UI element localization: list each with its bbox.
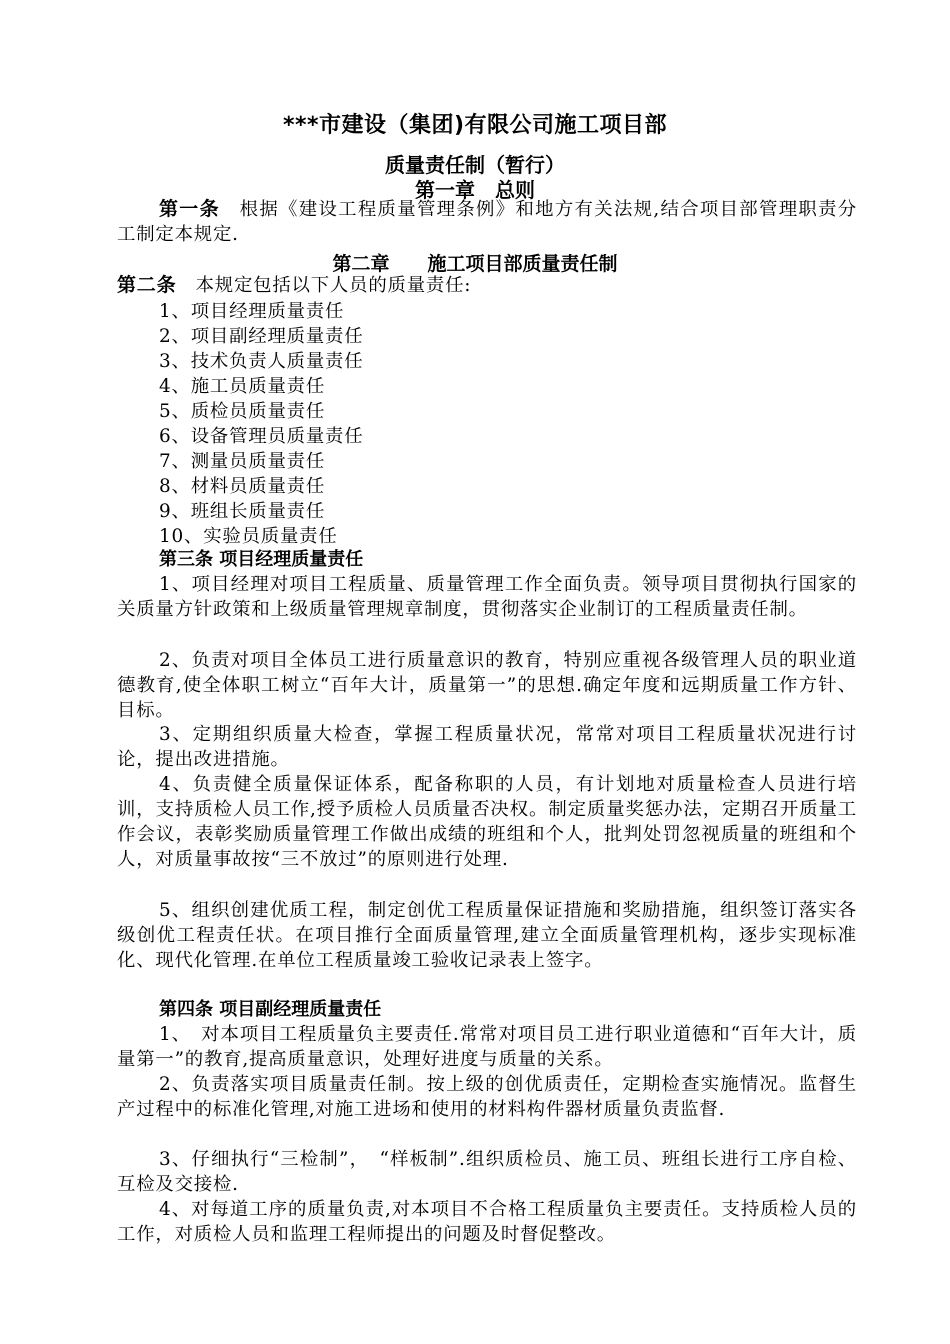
article-2-text: 本规定包括以下人员的质量责任:	[176, 275, 472, 296]
list-item: 4、施工员质量责任	[159, 376, 326, 397]
chapter-1-title: 第一章 总则	[415, 178, 535, 202]
chapter-2-title: 第二章 施工项目部质量责任制	[332, 253, 618, 275]
article-2	[117, 273, 857, 298]
list-item: 2、项目副经理质量责任	[159, 326, 364, 347]
document-title: ***市建设（集团)有限公司施工项目部	[282, 113, 668, 138]
list-item: 8、材料员质量责任	[159, 476, 326, 497]
list-item: 10、实验员质量责任	[159, 526, 338, 547]
list-item: 1、项目经理质量责任	[159, 301, 345, 322]
list-item: 7、测量员质量责任	[159, 451, 326, 472]
article-3-item-5: 5、组织创建优质工程，制定创优工程质量保证措施和奖励措施，组织签订落实各级创优工程责任状。在项目推行全面质量管理,建立全面质量管理机构，逐步实现标准化、现代化管理.在单位工程质量竣工验收记录表上签字。	[117, 900, 857, 971]
role-list	[159, 299, 363, 549]
article-3-item-4: 4、负责健全质量保证体系，配备称职的人员，有计划地对质量检查人员进行培训，支持质检人员工作,授予质检人员质量否决权。制定质量奖惩办法，定期召开质量工作会议，表彰奖励质量管理工作做出成绩的班组和个人，批判处罚忽视质量的班组和个人，对质量事故按“三不放过”的原则进行处理.	[117, 774, 857, 870]
article-1	[117, 197, 857, 247]
article-4-item-4: 4、对每道工序的质量负责,对本项目不合格工程质量负主要责任。支持质检人员的工作，对质检人员和监理工程师提出的问题及时督促整改。	[117, 1199, 857, 1245]
article-4-item-3: 3、仔细执行“三检制”， “样板制”.组织质检员、施工员、班组长进行工序自检、互检及交接检.	[117, 1149, 857, 1195]
article-1-label: 第一条	[159, 198, 220, 220]
article-1-text: 根据《建设工程质量管理条例》和地方有关法规,结合项目部管理职责分工制定本规定.	[117, 199, 857, 245]
article-3-item-2: 2、负责对项目全体员工进行质量意识的教育，特别应重视各级管理人员的职业道德教育,使全体职工树立“百年大计，质量第一”的思想.确定年度和远期质量工作方针、目标。	[117, 650, 857, 721]
article-3-heading: 第三条 项目经理质量责任	[159, 549, 364, 570]
article-2-label: 第二条	[117, 274, 177, 296]
list-item: 6、设备管理员质量责任	[159, 426, 364, 447]
list-item: 3、技术负责人质量责任	[159, 351, 364, 372]
document-subtitle: 质量责任制（暂行）	[385, 153, 565, 177]
article-4-item-1: 1、 对本项目工程质量负主要责任.常常对项目员工进行职业道德和“百年大计，质量第一”的教育,提高质量意识，处理好进度与质量的关系。	[117, 1024, 857, 1070]
article-4-heading: 第四条 项目副经理质量责任	[159, 999, 382, 1020]
article-4-item-2: 2、负责落实项目质量责任制。按上级的创优质责任，定期检查实施情况。监督生产过程中的标准化管理,对施工进场和使用的材料构件器材质量负责监督.	[117, 1074, 857, 1120]
list-item: 9、班组长质量责任	[159, 501, 326, 522]
article-3-item-1: 1、项目经理对项目工程质量、质量管理工作全面负责。领导项目贯彻执行国家的关质量方针政策和上级质量管理规章制度，贯彻落实企业制订的工程质量责任制。	[117, 574, 857, 620]
list-item: 5、质检员质量责任	[159, 401, 326, 422]
article-3-item-3: 3、定期组织质量大检查，掌握工程质量状况，常常对项目工程质量状况进行讨论，提出改进措施。	[117, 724, 857, 770]
